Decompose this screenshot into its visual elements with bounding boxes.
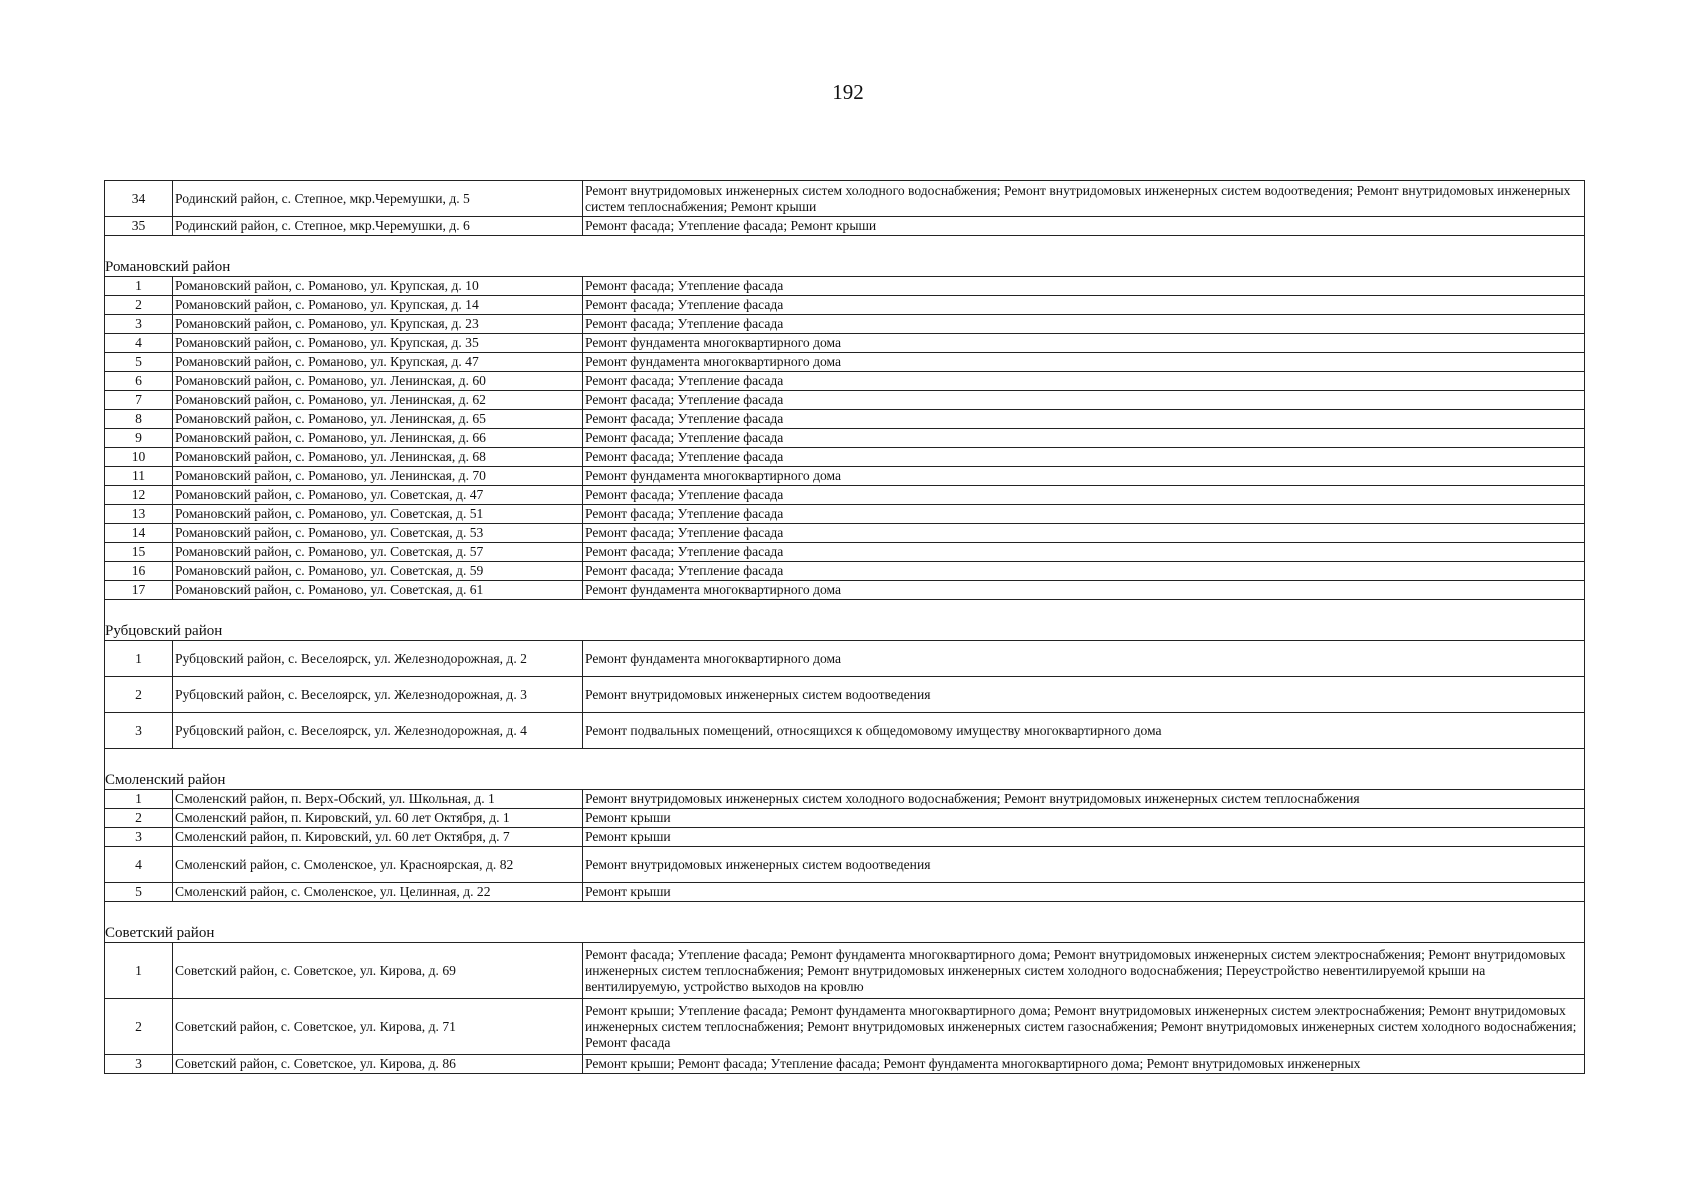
row-address: Рубцовский район, с. Веселоярск, ул. Железнодорожная, д. 2 (173, 641, 583, 677)
row-address: Романовский район, с. Романово, ул. Советская, д. 51 (173, 505, 583, 524)
row-number: 16 (105, 562, 173, 581)
row-number: 1 (105, 641, 173, 677)
table-row (105, 943, 1585, 999)
row-works: Ремонт фасада; Утепление фасада (583, 562, 1585, 581)
row-address: Смоленский район, п. Верх-Обский, ул. Школьная, д. 1 (173, 790, 583, 809)
row-works: Ремонт фасада; Утепление фасада (583, 372, 1585, 391)
table-row (105, 524, 1585, 543)
table-row (105, 277, 1585, 296)
row-works: Ремонт внутридомовых инженерных систем водоотведения (583, 847, 1585, 883)
row-number: 15 (105, 543, 173, 562)
row-works: Ремонт фасада; Утепление фасада (583, 296, 1585, 315)
district-header-row (105, 600, 1585, 641)
row-address: Романовский район, с. Романово, ул. Ленинская, д. 65 (173, 410, 583, 429)
table-row (105, 641, 1585, 677)
district-name: Рубцовский район (105, 623, 223, 639)
row-address: Романовский район, с. Романово, ул. Крупская, д. 35 (173, 334, 583, 353)
row-works: Ремонт фасада; Утепление фасада (583, 505, 1585, 524)
district-name: Советский район (105, 925, 215, 941)
table-row (105, 410, 1585, 429)
row-works: Ремонт фасада; Утепление фасада (583, 448, 1585, 467)
row-address: Смоленский район, с. Смоленское, ул. Целинная, д. 22 (173, 883, 583, 902)
row-number: 14 (105, 524, 173, 543)
row-works: Ремонт внутридомовых инженерных систем холодного водоснабжения; Ремонт внутридомовых инженерных систем водоотведения; Ремонт внутридомовых инженерных систем теплоснабжения; Ремонт крыши (583, 181, 1585, 217)
row-address: Романовский район, с. Романово, ул. Советская, д. 53 (173, 524, 583, 543)
table-row (105, 790, 1585, 809)
row-number: 11 (105, 467, 173, 486)
row-address: Советский район, с. Советское, ул. Кирова, д. 86 (173, 1055, 583, 1074)
row-address: Советский район, с. Советское, ул. Кирова, д. 69 (173, 943, 583, 999)
row-number: 8 (105, 410, 173, 429)
district-name: Смоленский район (105, 772, 226, 788)
district-header (105, 236, 1585, 277)
table-row (105, 391, 1585, 410)
row-number: 2 (105, 677, 173, 713)
row-number: 3 (105, 1055, 173, 1074)
row-works: Ремонт фасада; Утепление фасада (583, 486, 1585, 505)
district-header (105, 902, 1585, 943)
row-address: Советский район, с. Советское, ул. Кирова, д. 71 (173, 999, 583, 1055)
row-works: Ремонт фасада; Утепление фасада (583, 391, 1585, 410)
table-row (105, 828, 1585, 847)
table-row (105, 315, 1585, 334)
district-name: Романовский район (105, 259, 231, 275)
table-row (105, 809, 1585, 828)
row-address: Родинский район, с. Степное, мкр.Черемушки, д. 6 (173, 217, 583, 236)
page-number: 192 (832, 80, 864, 104)
table-row (105, 429, 1585, 448)
table-row (105, 334, 1585, 353)
row-number: 5 (105, 353, 173, 372)
row-number: 3 (105, 713, 173, 749)
row-address: Романовский район, с. Романово, ул. Ленинская, д. 68 (173, 448, 583, 467)
row-works: Ремонт внутридомовых инженерных систем холодного водоснабжения; Ремонт внутридомовых инженерных систем теплоснабжения (583, 790, 1585, 809)
row-number: 2 (105, 296, 173, 315)
row-number: 17 (105, 581, 173, 600)
table-row (105, 713, 1585, 749)
table-row (105, 1055, 1585, 1074)
row-address: Смоленский район, с. Смоленское, ул. Красноярская, д. 82 (173, 847, 583, 883)
row-works: Ремонт фундамента многоквартирного дома (583, 581, 1585, 600)
row-works: Ремонт крыши (583, 809, 1585, 828)
row-number: 2 (105, 809, 173, 828)
row-number: 4 (105, 334, 173, 353)
table-row (105, 883, 1585, 902)
row-works: Ремонт фасада; Утепление фасада; Ремонт фундамента многоквартирного дома; Ремонт внутридомовых инженерных систем электроснабжения; Ремонт внутридомовых инженерных систем теплоснабжения; Ремонт внутридомовых инженерных систем холодного водоснабжения; Переустройство невентилируемой крыши на вентилируемую, устройство выходов на кровлю (583, 943, 1585, 999)
row-works: Ремонт фундамента многоквартирного дома (583, 353, 1585, 372)
row-number: 2 (105, 999, 173, 1055)
row-address: Романовский район, с. Романово, ул. Советская, д. 57 (173, 543, 583, 562)
row-address: Романовский район, с. Романово, ул. Крупская, д. 47 (173, 353, 583, 372)
row-works: Ремонт фасада; Утепление фасада; Ремонт крыши (583, 217, 1585, 236)
row-number: 1 (105, 943, 173, 999)
works-table-body (105, 181, 1585, 1074)
row-address: Романовский район, с. Романово, ул. Крупская, д. 10 (173, 277, 583, 296)
table-row (105, 847, 1585, 883)
row-address: Романовский район, с. Романово, ул. Ленинская, д. 70 (173, 467, 583, 486)
row-works: Ремонт фасада; Утепление фасада (583, 524, 1585, 543)
row-number: 35 (105, 217, 173, 236)
row-number: 13 (105, 505, 173, 524)
table-row (105, 505, 1585, 524)
row-works: Ремонт крыши; Ремонт фасада; Утепление фасада; Ремонт фундамента многоквартирного дома; Ремонт внутридомовых инженерных (583, 1055, 1585, 1074)
row-number: 1 (105, 277, 173, 296)
row-works: Ремонт фасада; Утепление фасада (583, 315, 1585, 334)
table-row (105, 217, 1585, 236)
row-works: Ремонт фасада; Утепление фасада (583, 429, 1585, 448)
table-row (105, 543, 1585, 562)
row-number: 7 (105, 391, 173, 410)
row-address: Романовский район, с. Романово, ул. Крупская, д. 14 (173, 296, 583, 315)
row-number: 4 (105, 847, 173, 883)
row-works: Ремонт фасада; Утепление фасада (583, 410, 1585, 429)
row-works: Ремонт фасада; Утепление фасада (583, 277, 1585, 296)
district-header-row (105, 749, 1585, 790)
row-number: 1 (105, 790, 173, 809)
row-number: 34 (105, 181, 173, 217)
district-header-row (105, 236, 1585, 277)
table-row (105, 677, 1585, 713)
row-address: Романовский район, с. Романово, ул. Ленинская, д. 66 (173, 429, 583, 448)
district-header-row (105, 902, 1585, 943)
row-address: Романовский район, с. Романово, ул. Крупская, д. 23 (173, 315, 583, 334)
row-address: Смоленский район, п. Кировский, ул. 60 лет Октября, д. 7 (173, 828, 583, 847)
row-number: 6 (105, 372, 173, 391)
table-row (105, 353, 1585, 372)
row-address: Рубцовский район, с. Веселоярск, ул. Железнодорожная, д. 4 (173, 713, 583, 749)
row-address: Романовский район, с. Романово, ул. Советская, д. 59 (173, 562, 583, 581)
row-address: Романовский район, с. Романово, ул. Советская, д. 61 (173, 581, 583, 600)
table-row (105, 448, 1585, 467)
table-row (105, 581, 1585, 600)
row-address: Романовский район, с. Романово, ул. Советская, д. 47 (173, 486, 583, 505)
row-works: Ремонт крыши; Утепление фасада; Ремонт фундамента многоквартирного дома; Ремонт внутридомовых инженерных систем электроснабжения; Ремонт внутридомовых инженерных систем теплоснабжения; Ремонт внутридомовых инженерных систем газоснабжения; Ремонт внутридомовых инженерных систем холодного водоснабжения; Ремонт фасада (583, 999, 1585, 1055)
row-works: Ремонт фасада; Утепление фасада (583, 543, 1585, 562)
row-works: Ремонт крыши (583, 828, 1585, 847)
table-row (105, 372, 1585, 391)
row-number: 3 (105, 828, 173, 847)
row-address: Родинский район, с. Степное, мкр.Черемушки, д. 5 (173, 181, 583, 217)
table-row (105, 486, 1585, 505)
row-number: 5 (105, 883, 173, 902)
row-works: Ремонт фундамента многоквартирного дома (583, 641, 1585, 677)
table-row (105, 296, 1585, 315)
table-row (105, 562, 1585, 581)
row-works: Ремонт подвальных помещений, относящихся к общедомовому имуществу многоквартирного дома (583, 713, 1585, 749)
row-address: Романовский район, с. Романово, ул. Ленинская, д. 62 (173, 391, 583, 410)
row-address: Романовский район, с. Романово, ул. Ленинская, д. 60 (173, 372, 583, 391)
table-row (105, 181, 1585, 217)
row-works: Ремонт внутридомовых инженерных систем водоотведения (583, 677, 1585, 713)
row-works: Ремонт крыши (583, 883, 1585, 902)
row-number: 10 (105, 448, 173, 467)
row-address: Рубцовский район, с. Веселоярск, ул. Железнодорожная, д. 3 (173, 677, 583, 713)
works-table (104, 180, 1585, 1074)
row-works: Ремонт фундамента многоквартирного дома (583, 334, 1585, 353)
row-number: 12 (105, 486, 173, 505)
district-header (105, 600, 1585, 641)
row-address: Смоленский район, п. Кировский, ул. 60 лет Октября, д. 1 (173, 809, 583, 828)
table-row (105, 467, 1585, 486)
row-number: 9 (105, 429, 173, 448)
table-row (105, 999, 1585, 1055)
row-works: Ремонт фундамента многоквартирного дома (583, 467, 1585, 486)
row-number: 3 (105, 315, 173, 334)
district-header (105, 749, 1585, 790)
